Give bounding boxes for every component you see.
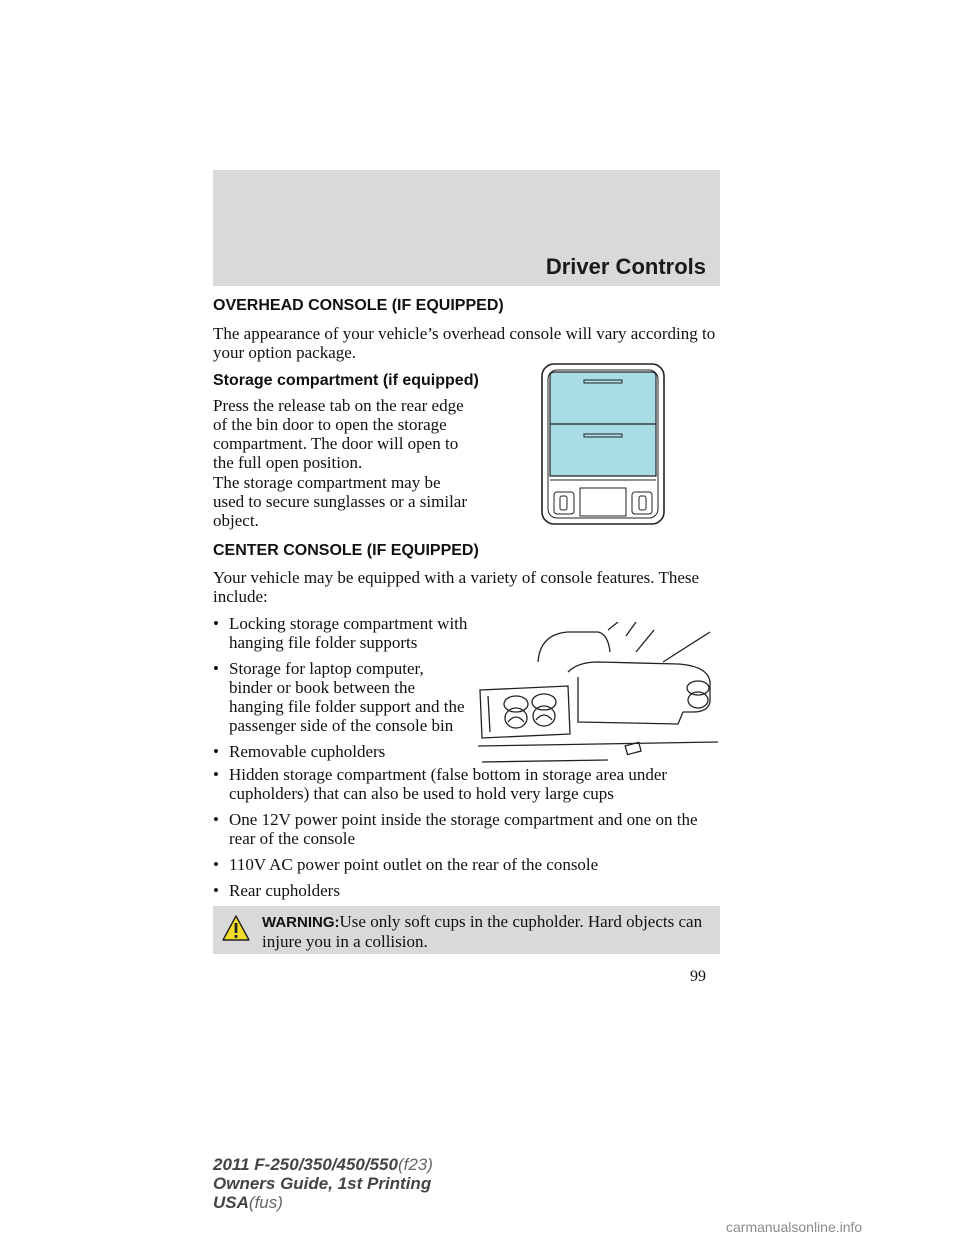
overhead-console-illustration <box>540 362 666 526</box>
list-item: • Removable cupholders <box>213 742 386 761</box>
storage-compartment-subheading: Storage compartment (if equipped) <box>213 372 479 389</box>
warning-body: Use only soft cups in the cupholder. Hard objects can injure you in a collision. <box>262 912 703 951</box>
warning-triangle-icon <box>221 914 251 942</box>
footer-market: USA <box>213 1193 249 1212</box>
overhead-console-intro: The appearance of your vehicle’s overhead console will vary according to your option package. <box>213 324 716 362</box>
watermark: carmanualsonline.info <box>726 1219 863 1235</box>
footer-printing: Owners Guide, 1st Printing <box>213 1174 432 1193</box>
footer-model-code: (f23) <box>397 1155 433 1174</box>
footer-imprint <box>213 1155 433 1212</box>
footer-market-code: (fus) <box>248 1193 283 1212</box>
footer-model: 2011 F-250/350/450/550 <box>213 1155 398 1174</box>
list-item: • Rear cupholders <box>213 881 340 900</box>
console-features-list-cont <box>213 765 720 906</box>
center-console-illustration <box>478 622 720 764</box>
center-console-intro: Your vehicle may be equipped with a variety of console features. These include: <box>213 568 700 606</box>
console-features-list <box>213 614 471 768</box>
overhead-console-heading: OVERHEAD CONSOLE (IF EQUIPPED) <box>213 297 504 314</box>
center-console-heading: CENTER CONSOLE (IF EQUIPPED) <box>213 542 479 559</box>
storage-para-1: Press the release tab on the rear edge of the bin door to open the storage compartment. The door will open to the full open position. <box>213 396 464 472</box>
list-item: • Locking storage compartment with hanging file folder supports <box>213 614 468 652</box>
list-item: • 110V AC power point outlet on the rear of the console <box>213 855 599 874</box>
list-item: • Hidden storage compartment (false bottom in storage area under cupholders) that can also be used to hold very large cups <box>213 765 668 803</box>
section-tab: Driver Controls <box>545 254 706 279</box>
header-band <box>213 170 720 286</box>
warning-label: WARNING: <box>262 914 340 931</box>
storage-para-2: The storage compartment may be used to secure sunglasses or a similar object. <box>213 473 467 530</box>
warning-box <box>213 906 720 954</box>
page-number: 99 <box>690 968 706 985</box>
warning-text <box>262 912 710 951</box>
list-item: • Storage for laptop computer, binder or book between the hanging file folder support and the passenger side of the console bin <box>213 659 465 735</box>
list-item: • One 12V power point inside the storage compartment and one on the rear of the console <box>213 810 698 848</box>
